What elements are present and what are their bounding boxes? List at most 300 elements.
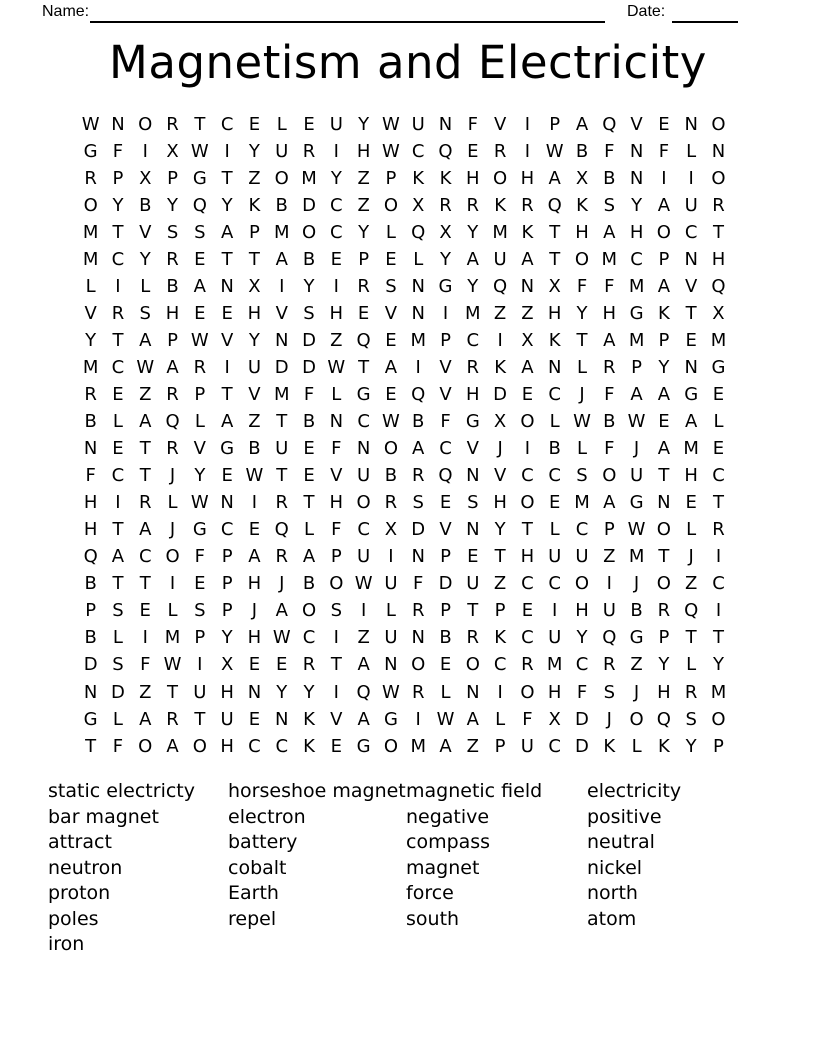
grid-letter: O: [274, 167, 289, 189]
grid-letter: J: [633, 438, 640, 460]
grid-letter: Y: [467, 275, 479, 297]
grid-letter: E: [385, 248, 397, 270]
grid-letter: L: [167, 600, 178, 622]
grid-letter: U: [520, 735, 534, 757]
word-item: magnet: [406, 856, 480, 879]
grid-letter: C: [220, 113, 234, 135]
word-item: electron: [228, 805, 306, 828]
grid-letter: N: [111, 113, 125, 135]
grid-letter: B: [275, 194, 288, 216]
grid-letter: U: [193, 681, 207, 703]
grid-letter: V: [439, 356, 452, 378]
grid-letter: S: [194, 221, 206, 243]
grid-letter: L: [167, 492, 178, 514]
grid-letter: R: [166, 438, 179, 460]
word-item: negative: [406, 805, 490, 828]
grid-letter: A: [248, 546, 261, 568]
grid-letter: M: [628, 275, 645, 297]
grid-letter: Y: [167, 194, 179, 216]
grid-letter: N: [83, 438, 98, 460]
grid-letter: E: [112, 438, 124, 460]
grid-letter: T: [276, 465, 288, 487]
grid-letter: O: [656, 221, 671, 243]
grid-letter: Y: [358, 113, 370, 135]
grid-letter: M: [273, 383, 290, 405]
grid-letter: N: [466, 519, 480, 541]
word-item: electricity: [587, 780, 682, 802]
grid-letter: B: [439, 627, 452, 649]
grid-letter: G: [356, 735, 371, 757]
grid-letter: O: [383, 735, 398, 757]
grid-letter: I: [360, 600, 367, 622]
grid-letter: B: [166, 275, 179, 297]
grid-letter: F: [112, 735, 124, 757]
grid-letter: A: [657, 438, 671, 460]
grid-letter: P: [603, 519, 615, 541]
grid-letter: W: [272, 627, 291, 649]
word-item: bar magnet: [48, 805, 159, 828]
grid-letter: A: [357, 708, 370, 730]
grid-letter: K: [657, 735, 670, 757]
grid-letter: E: [248, 519, 261, 541]
word-item: iron: [48, 933, 85, 955]
grid-letter: K: [548, 329, 561, 351]
grid-letter: M: [574, 492, 590, 514]
grid-letter: L: [112, 708, 123, 730]
grid-letter: V: [439, 519, 452, 541]
grid-letter: P: [713, 735, 724, 757]
grid-letter: N: [411, 546, 425, 568]
grid-letter: C: [548, 573, 561, 595]
grid-letter: Q: [438, 465, 453, 487]
grid-letter: T: [521, 519, 533, 541]
grid-letter: T: [358, 356, 370, 378]
grid-letter: J: [579, 383, 585, 405]
grid-letter: Q: [602, 627, 617, 649]
grid-letter: U: [220, 708, 234, 730]
grid-letter: I: [279, 275, 285, 297]
grid-letter: A: [439, 735, 452, 757]
word-item: force: [406, 882, 454, 904]
grid-letter: V: [139, 221, 152, 243]
grid-letter: N: [657, 492, 671, 514]
grid-letter: O: [656, 519, 671, 541]
word-list-column: [587, 779, 681, 932]
grid-letter: E: [439, 492, 452, 514]
grid-letter: A: [111, 546, 125, 568]
grid-letter: I: [388, 546, 394, 568]
grid-letter: J: [633, 681, 640, 703]
grid-letter: Z: [357, 167, 370, 189]
grid-letter: B: [384, 465, 398, 487]
grid-letter: P: [658, 329, 670, 351]
grid-letter: Y: [276, 681, 288, 703]
grid-letter: G: [383, 708, 398, 730]
grid-letter: N: [629, 167, 644, 189]
grid-letter: F: [604, 275, 615, 297]
grid-letter: C: [248, 735, 261, 757]
grid-letter: H: [657, 681, 671, 703]
grid-letter: H: [83, 492, 98, 514]
grid-letter: L: [576, 356, 587, 378]
grid-letter: E: [385, 383, 397, 405]
grid-letter: P: [658, 627, 670, 649]
grid-letter: U: [411, 113, 425, 135]
grid-letter: G: [629, 492, 644, 514]
grid-letter: T: [112, 329, 124, 351]
grid-letter: E: [303, 113, 315, 135]
grid-letter: H: [520, 546, 535, 568]
grid-letter: T: [112, 519, 124, 541]
grid-letter: C: [493, 654, 507, 676]
grid-letter: I: [715, 546, 722, 568]
grid-letter: R: [275, 492, 288, 514]
grid-letter: V: [439, 383, 452, 405]
grid-letter: Y: [194, 465, 206, 487]
grid-letter: L: [385, 221, 396, 243]
grid-letter: T: [112, 573, 124, 595]
grid-letter: A: [166, 735, 179, 757]
grid-letter: A: [548, 167, 561, 189]
grid-letter: T: [248, 248, 260, 270]
grid-letter: P: [658, 248, 670, 270]
grid-letter: E: [439, 654, 452, 676]
grid-letter: R: [657, 600, 671, 622]
grid-letter: I: [333, 140, 339, 162]
grid-letter: H: [547, 681, 562, 703]
grid-letter: D: [111, 681, 125, 703]
grid-letter: R: [166, 248, 179, 270]
grid-letter: H: [629, 221, 644, 243]
grid-letter: D: [302, 194, 316, 216]
grid-letter: S: [467, 492, 479, 514]
grid-letter: T: [712, 492, 724, 514]
grid-letter: T: [712, 221, 724, 243]
grid-letter: Y: [467, 221, 479, 243]
name-blank-line: [90, 21, 605, 23]
grid-letter: E: [330, 735, 342, 757]
word-item: static electricty: [48, 780, 195, 802]
word-item: proton: [48, 882, 111, 904]
grid-letter: O: [520, 492, 535, 514]
grid-letter: D: [411, 519, 426, 541]
grid-letter: P: [494, 600, 506, 622]
grid-letter: I: [497, 681, 503, 703]
grid-letter: O: [192, 735, 207, 757]
grid-letter: B: [248, 438, 261, 460]
grid-letter: U: [575, 546, 589, 568]
grid-letter: R: [603, 356, 616, 378]
grid-letter: R: [166, 708, 179, 730]
grid-letter: I: [333, 275, 339, 297]
grid-letter: F: [576, 681, 588, 703]
grid-letter: Y: [85, 329, 97, 351]
grid-letter: Z: [357, 627, 370, 649]
grid-letter: Y: [248, 329, 260, 351]
grid-letter: X: [384, 519, 398, 541]
grid-letter: T: [658, 546, 670, 568]
grid-letter: O: [165, 546, 180, 568]
grid-letter: X: [139, 167, 152, 189]
name-label: Name:: [42, 3, 90, 20]
grid-letter: V: [685, 275, 698, 297]
grid-letter: W: [382, 681, 400, 703]
grid-letter: A: [193, 275, 206, 297]
grid-letter: G: [629, 627, 644, 649]
grid-letter: A: [384, 356, 398, 378]
word-list: [0, 779, 816, 959]
grid-letter: T: [194, 708, 206, 730]
grid-letter: C: [302, 627, 316, 649]
grid-letter: W: [354, 573, 373, 595]
grid-letter: A: [139, 329, 152, 351]
grid-letter: F: [85, 465, 96, 487]
grid-letter: G: [684, 383, 699, 405]
grid-letter: B: [412, 411, 425, 433]
grid-letter: S: [166, 221, 179, 243]
grid-letter: C: [712, 573, 725, 595]
grid-letter: M: [164, 627, 181, 649]
grid-letter: M: [465, 302, 481, 324]
grid-letter: R: [193, 356, 207, 378]
grid-letter: N: [274, 329, 289, 351]
grid-letter: Y: [303, 275, 315, 297]
grid-letter: Q: [356, 329, 371, 351]
grid-letter: E: [712, 438, 725, 460]
grid-letter: F: [331, 519, 342, 541]
grid-letter: K: [494, 194, 506, 216]
grid-letter: F: [194, 546, 206, 568]
grid-letter: Y: [358, 221, 370, 243]
grid-letter: S: [603, 194, 615, 216]
grid-letter: L: [140, 275, 151, 297]
grid-letter: R: [411, 681, 425, 703]
grid-letter: U: [548, 627, 562, 649]
grid-letter: L: [112, 411, 123, 433]
grid-letter: N: [411, 275, 425, 297]
grid-letter: Y: [658, 356, 670, 378]
grid-letter: Y: [303, 681, 315, 703]
grid-letter: F: [522, 708, 533, 730]
grid-letter: N: [438, 113, 453, 135]
grid-letter: N: [83, 681, 98, 703]
grid-letter: C: [439, 438, 452, 460]
grid-letter: I: [224, 140, 230, 162]
grid-letter: M: [410, 329, 426, 351]
grid-letter: R: [302, 654, 316, 676]
grid-letter: L: [194, 411, 205, 433]
grid-letter: A: [139, 519, 152, 541]
grid-letter: T: [685, 302, 697, 324]
grid-letter: V: [330, 465, 343, 487]
grid-letter: R: [493, 140, 507, 162]
grid-letter: K: [603, 735, 616, 757]
grid-letter: K: [576, 194, 588, 216]
grid-letter: Y: [494, 519, 506, 541]
grid-letter: Z: [466, 735, 479, 757]
grid-letter: O: [629, 708, 644, 730]
grid-letter: O: [574, 573, 590, 595]
grid-letter: Q: [438, 140, 453, 162]
grid-letter: V: [384, 302, 398, 324]
grid-letter: Q: [493, 275, 508, 297]
grid-letter: P: [221, 600, 233, 622]
grid-letter: W: [382, 411, 400, 433]
grid-letter: N: [684, 356, 698, 378]
grid-letter: A: [357, 654, 370, 676]
grid-letter: C: [630, 248, 643, 270]
grid-letter: G: [192, 167, 207, 189]
grid-letter: E: [467, 546, 479, 568]
grid-letter: T: [139, 438, 151, 460]
grid-letter: Q: [711, 275, 726, 297]
grid-letter: O: [520, 681, 535, 703]
grid-letter: R: [521, 654, 534, 676]
grid-letter: Y: [712, 654, 724, 676]
grid-letter: P: [330, 546, 342, 568]
grid-letter: S: [303, 302, 315, 324]
grid-letter: I: [333, 681, 339, 703]
grid-letter: E: [221, 302, 233, 324]
grid-letter: E: [549, 492, 561, 514]
grid-letter: P: [631, 356, 643, 378]
grid-letter: J: [169, 465, 176, 487]
grid-letter: N: [466, 465, 480, 487]
grid-letter: W: [81, 113, 100, 135]
word-item: south: [406, 907, 460, 930]
grid-letter: H: [329, 302, 344, 324]
grid-letter: A: [603, 329, 616, 351]
grid-letter: Q: [656, 708, 671, 730]
grid-letter: E: [276, 654, 288, 676]
grid-letter: Z: [685, 573, 698, 595]
grid-letter: A: [630, 383, 643, 405]
grid-letter: B: [84, 627, 97, 649]
grid-letter: I: [169, 573, 176, 595]
grid-letter: H: [247, 627, 262, 649]
grid-letter: W: [190, 140, 209, 162]
grid-letter: G: [629, 302, 644, 324]
grid-letter: U: [329, 113, 343, 135]
grid-letter: I: [524, 140, 531, 162]
grid-letter: O: [711, 167, 726, 189]
word-item: compass: [406, 831, 491, 853]
grid-letter: U: [629, 465, 644, 487]
grid-letter: X: [493, 411, 507, 433]
grid-letter: E: [357, 302, 370, 324]
grid-letter: P: [194, 627, 206, 649]
grid-letter: M: [683, 438, 699, 460]
grid-letter: R: [275, 546, 288, 568]
grid-letter: A: [139, 708, 152, 730]
grid-letter: P: [167, 329, 178, 351]
grid-letter: E: [521, 383, 534, 405]
grid-letter: G: [356, 383, 371, 405]
grid-letter: O: [329, 573, 344, 595]
grid-letter: L: [631, 735, 642, 757]
grid-letter: S: [603, 681, 615, 703]
grid-letter: B: [603, 411, 616, 433]
grid-letter: R: [712, 519, 725, 541]
grid-letter: M: [628, 329, 645, 351]
grid-letter: E: [385, 329, 397, 351]
grid-letter: W: [163, 654, 182, 676]
grid-letter: X: [166, 140, 179, 162]
grid-letter: T: [85, 735, 97, 757]
grid-letter: E: [303, 465, 315, 487]
grid-letter: Z: [603, 546, 616, 568]
grid-letter: S: [112, 600, 124, 622]
grid-letter: F: [604, 438, 615, 460]
grid-letter: D: [274, 356, 289, 378]
word-item: nickel: [587, 856, 643, 879]
grid-letter: T: [685, 627, 697, 649]
grid-letter: E: [685, 492, 697, 514]
grid-letter: A: [657, 275, 671, 297]
grid-letter: I: [415, 708, 421, 730]
grid-letter: C: [111, 356, 125, 378]
grid-letter: P: [221, 573, 233, 595]
grid-letter: X: [412, 194, 425, 216]
grid-letter: L: [576, 438, 587, 460]
grid-letter: A: [685, 411, 698, 433]
grid-letter: M: [710, 329, 727, 351]
grid-letter: V: [493, 113, 507, 135]
grid-letter: R: [466, 627, 480, 649]
grid-letter: C: [220, 519, 234, 541]
grid-letter: M: [410, 735, 426, 757]
grid-letter: C: [138, 546, 152, 568]
grid-letter: Q: [83, 546, 98, 568]
grid-letter: O: [383, 194, 398, 216]
grid-letter: E: [303, 438, 315, 460]
grid-letter: O: [574, 248, 590, 270]
grid-letter: V: [275, 302, 288, 324]
grid-letter: O: [602, 465, 617, 487]
grid-letter: F: [467, 113, 478, 135]
grid-letter: L: [549, 411, 560, 433]
grid-letter: J: [497, 438, 503, 460]
grid-letter: J: [688, 546, 694, 568]
grid-letter: A: [657, 194, 671, 216]
grid-letter: L: [112, 627, 123, 649]
grid-letter: F: [440, 411, 451, 433]
grid-letter: X: [521, 329, 534, 351]
grid-letter: Y: [248, 140, 260, 162]
grid-letter: Q: [165, 411, 180, 433]
grid-letter: H: [684, 465, 698, 487]
grid-letter: P: [221, 546, 233, 568]
grid-letter: X: [712, 302, 725, 324]
grid-letter: N: [384, 654, 398, 676]
grid-letter: K: [521, 221, 534, 243]
grid-letter: O: [138, 113, 153, 135]
word-list-column: [48, 779, 195, 958]
grid-letter: B: [139, 194, 152, 216]
grid-letter: T: [167, 681, 179, 703]
grid-letter: K: [439, 167, 452, 189]
grid-letter: E: [712, 383, 725, 405]
grid-letter: T: [549, 221, 561, 243]
grid-letter: J: [251, 600, 258, 622]
grid-letter: Y: [330, 167, 342, 189]
grid-letter: M: [601, 248, 618, 270]
grid-letter: R: [357, 275, 370, 297]
grid-letter: B: [630, 600, 643, 622]
grid-letter: R: [302, 140, 316, 162]
grid-letter: A: [466, 248, 479, 270]
grid-letter: C: [712, 465, 725, 487]
